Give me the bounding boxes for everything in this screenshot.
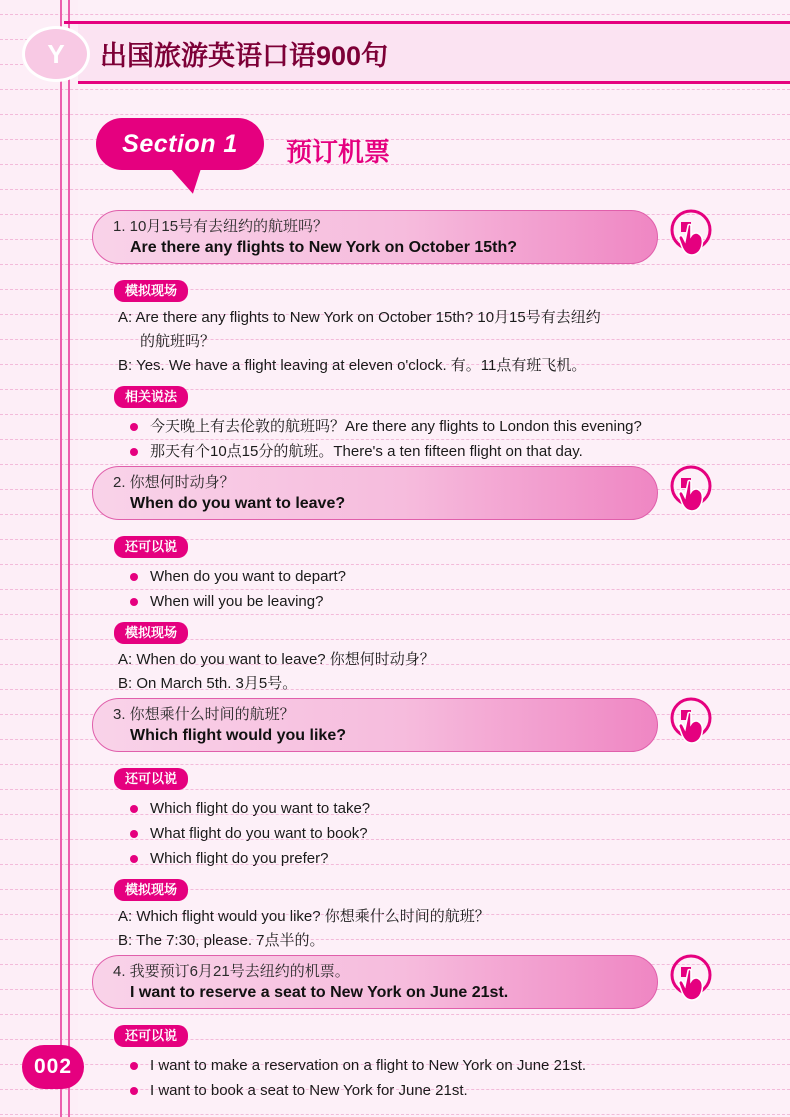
question-english: Are there any flights to New York on October 15th? — [130, 239, 518, 256]
bullet-dot-icon — [130, 855, 138, 863]
audio-hand-icon[interactable] — [670, 953, 716, 1009]
dialogue-line: 的航班吗？ — [140, 333, 216, 350]
dialogue-line: B: On March 5th. 3月5号。 — [118, 675, 298, 692]
list-item-text: What flight do you want to book? — [150, 825, 368, 842]
list-item-text: 今天晚上有去伦敦的航班吗？Are there any flights to London this evening? — [150, 418, 642, 435]
block-tag: 还可以说 — [114, 768, 188, 790]
list-item — [92, 821, 740, 846]
bullet-dot-icon — [130, 830, 138, 838]
dialogue-line: A: When do you want to leave? 你想何时动身？ — [118, 651, 435, 668]
question-row — [92, 698, 740, 754]
audio-hand-icon[interactable] — [670, 464, 716, 520]
question-chinese: 4. 我要预订6月21号去纽约的机票。 — [113, 963, 350, 980]
audio-hand-icon[interactable] — [670, 208, 716, 264]
section-heading — [96, 118, 736, 188]
footer-rule — [64, 21, 790, 24]
question-bar[interactable] — [92, 210, 658, 264]
dialogue-line: A: Which flight would you like? 你想乘什么时间的航班？ — [118, 908, 490, 925]
question-bar[interactable] — [92, 466, 658, 520]
list-item-text: Which flight do you want to take? — [150, 800, 371, 817]
dialogue-line: A: Are there any flights to New York on October 15th? 10月15号有去纽约 — [118, 309, 601, 326]
block-tag: 相关说法 — [114, 386, 188, 408]
bullet-list — [92, 564, 740, 614]
content-block — [92, 530, 740, 614]
page-number: 002 — [33, 1055, 73, 1078]
question-chinese: 2. 你想何时动身？ — [113, 474, 235, 491]
list-item — [92, 1053, 740, 1078]
dialogue-line: B: The 7:30, please. 7点半的。 — [118, 932, 325, 949]
block-tag: 还可以说 — [114, 1025, 188, 1047]
bullet-dot-icon — [130, 573, 138, 581]
list-item-text: 那天有个10点15分的航班。There's a ten fifteen flight on that day. — [150, 443, 583, 460]
page-header — [0, 22, 790, 84]
list-item-text: When will you be leaving? — [150, 593, 324, 610]
content-block — [92, 616, 740, 696]
question-bar[interactable] — [92, 698, 658, 752]
question-english: When do you want to leave? — [130, 495, 346, 512]
list-item — [92, 589, 740, 614]
question-english: I want to reserve a seat to New York on June 21st. — [130, 984, 509, 1001]
content-block — [92, 762, 740, 871]
content-block — [92, 274, 740, 378]
margin-line-inner — [68, 0, 70, 1117]
logo-glyph: Y — [47, 39, 65, 69]
block-tag: 还可以说 — [114, 536, 188, 558]
question-row — [92, 466, 740, 522]
bullet-list — [92, 1053, 740, 1103]
content-block — [92, 1019, 740, 1103]
bullet-dot-icon — [130, 598, 138, 606]
bullet-dot-icon — [130, 423, 138, 431]
list-item-text: I want to book a seat to New York for June 21st. — [150, 1082, 468, 1099]
question-chinese: 1. 10月15号有去纽约的航班吗？ — [113, 218, 329, 235]
list-item-text: When do you want to depart? — [150, 568, 346, 585]
content-block — [92, 873, 740, 953]
dialogue-line: B: Yes. We have a flight leaving at eleven o'clock. 有。11点有班飞机。 — [118, 357, 587, 374]
list-item-text: Which flight do you prefer? — [150, 850, 329, 867]
list-item — [92, 439, 740, 464]
book-logo-icon — [22, 26, 90, 82]
list-item-text: I want to make a reservation on a flight to New York on June 21st. — [150, 1057, 587, 1074]
bullet-dot-icon — [130, 448, 138, 456]
block-tag: 模拟现场 — [114, 622, 188, 644]
bullet-list — [92, 796, 740, 871]
block-tag: 模拟现场 — [114, 879, 188, 901]
list-item — [92, 846, 740, 871]
page-footer — [22, 1045, 142, 1089]
question-english: Which flight would you like? — [130, 727, 346, 744]
list-item — [92, 414, 740, 439]
section-title: 预订机票 — [286, 137, 391, 167]
book-title: 出国旅游英语口语900句 — [100, 41, 389, 71]
lesson-content — [92, 210, 740, 1105]
question-bar[interactable] — [92, 955, 658, 1009]
list-item — [92, 564, 740, 589]
list-item — [92, 1078, 740, 1103]
bullet-dot-icon — [130, 805, 138, 813]
question-row — [92, 955, 740, 1011]
question-chinese: 3. 你想乘什么时间的航班？ — [113, 706, 295, 723]
block-tag: 模拟现场 — [114, 280, 188, 302]
audio-hand-icon[interactable] — [670, 696, 716, 752]
list-item — [92, 796, 740, 821]
content-block — [92, 380, 740, 464]
margin-line-outer — [60, 0, 62, 1117]
section-label: Section 1 — [122, 129, 238, 158]
section-badge — [96, 118, 264, 170]
page-number-badge — [22, 1045, 84, 1089]
bullet-list — [92, 414, 740, 464]
question-row — [92, 210, 740, 266]
